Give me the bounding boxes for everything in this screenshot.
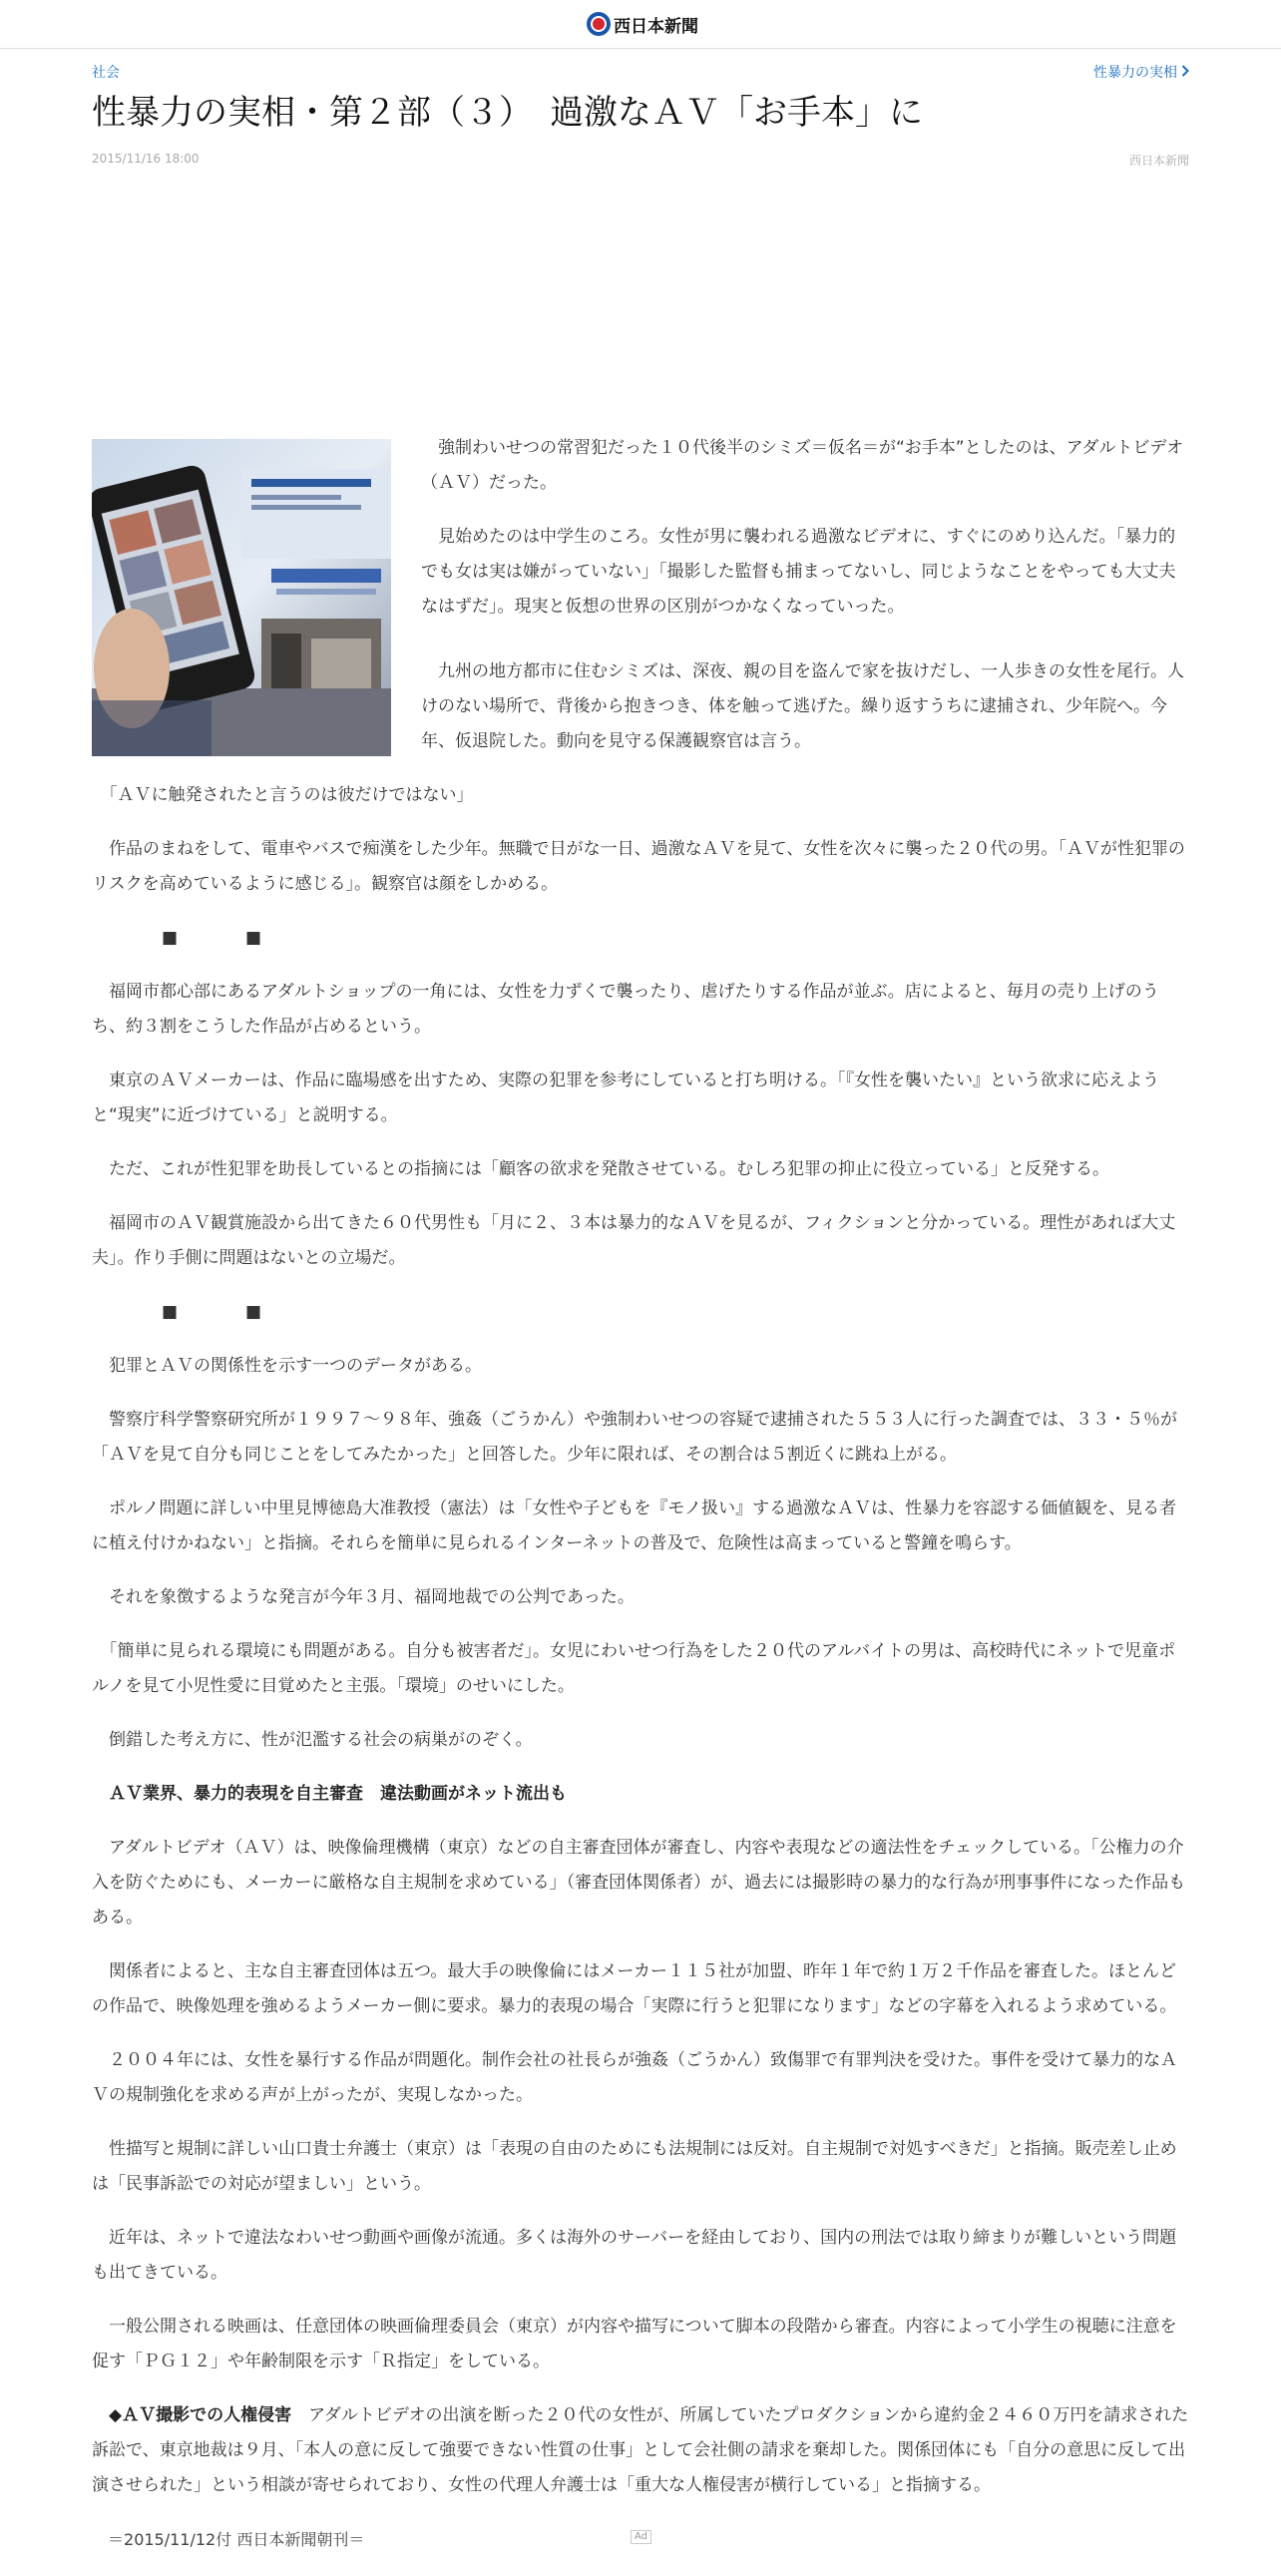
article-paragraph: ポルノ問題に詳しい中里見博徳島大准教授（憲法）は「女性や子どもを『モノ扱い』する過激なＡＶは、性暴力を容認する価値観を、見る者に植え付けかねない」と指摘。それらを簡単に見られるインターネットの普及で、危険性は高まっていると警鐘を鳴らす。 bbox=[92, 1499, 1177, 1553]
article-paragraph: アダルトビデオ（ＡＶ）は、映像倫理機構（東京）などの自主審査団体が審査し、内容や表現などの適法性をチェックしている。「公権力の介入を防ぐためにも、メーカーに厳格な自主規制を求めている」（審査団体関係者）が、過去には撮影時の暴力的な行為が刑事事件になった作品もある。 bbox=[92, 1838, 1186, 1928]
top-header bbox=[0, 0, 1281, 49]
article-paragraph: それを象徴するような発言が今年３月、福岡地裁での公判であった。 bbox=[109, 1587, 635, 1607]
article-paragraph: 近年は、ネットで違法なわいせつ動画や画像が流通。多くは海外のサーバーを経由しており、国内の刑法では取り締まりが難しいという問題も出てきている。 bbox=[92, 2228, 1177, 2283]
article-paragraph: 犯罪とＡＶの関係性を示す一つのデータがある。 bbox=[109, 1356, 482, 1376]
article-paragraph: 警察庁科学警察研究所が１９９７～９８年、強姦（ごうかん）や強制わいせつの容疑で逮捕された５５３人に行った調査では、３３・５％が「ＡＶを見て自分も同じことをしてみたかった」と回答した。少年に限れば、その割合は５割近くに跳ね上がる。 bbox=[92, 1410, 1177, 1465]
article-source: 西日本新聞 bbox=[1128, 154, 1189, 168]
article-paragraph: 倒錯した考え方に、性が氾濫する社会の病巣がのぞく。 bbox=[109, 1730, 533, 1750]
chevron-right-icon bbox=[1181, 63, 1189, 81]
series-link[interactable] bbox=[1093, 62, 1189, 82]
ad-badge[interactable]: Ad bbox=[631, 2530, 651, 2544]
article-paragraph: ２００４年には、女性を暴行する作品が問題化。制作会社の社長らが強姦（ごうかん）致傷罪で有罪判決を受けた。事件を受けて暴力的なＡＶの規制強化を求める声が上がったが、実現しなかった。 bbox=[92, 2050, 1177, 2105]
ad-space bbox=[92, 185, 1189, 424]
article-paragraph: ◆ＡＶ撮影での人権侵害 アダルトビデオの出演を断った２０代の女性が、所属していたプロダクションから違約金２４６０万円を請求された訴訟で、東京地裁は９月、「本人の意に反して強要できない性質の仕事」として会社側の請求を棄却した。関係団体にも「自分の意思に反して出演させられた」という相談が寄せられており、女性の代理人弁護士は「重大な人権侵害が横行している」と指摘する。 bbox=[92, 2405, 1189, 2495]
publish-date: 2015/11/16 18:00 bbox=[92, 152, 200, 166]
section-separator: ■ ■ bbox=[162, 928, 262, 948]
article-paragraph: 「ＡＶに触発されたと言うのは彼だけではない」 bbox=[109, 785, 474, 805]
article-paragraph: 福岡市のＡＶ観賞施設から出てきた６０代男性も「月に２、３本は暴力的なＡＶを見るが、フィクションと分かっている。理性があれば大丈夫」。作り手側に問題はないとの立場だ。 bbox=[92, 1213, 1176, 1268]
category-link[interactable]: 社会 bbox=[92, 65, 120, 81]
article-paragraph: 強制わいせつの常習犯だった１０代後半のシミズ＝仮名＝が“お手本”としたのは、アダルトビデオ（ＡＶ）だった。 bbox=[421, 438, 1184, 493]
article-paragraph: 性描写と規制に詳しい山口貴士弁護士（東京）は「表現の自由のためにも法規制には反対。自主規制で対処すべきだ」と指摘。販売差し止めは「民事訴訟での対応が望ましい」という。 bbox=[92, 2139, 1177, 2194]
article-paragraph: 見始めたのは中学生のころ。女性が男に襲われる過激なビデオに、すぐにのめり込んだ。「暴力的でも女は実は嫌がっていない」「撮影した監督も捕まってないし、同じようなことをやっても大丈夫なはずだ」。現実と仮想の世界の区別がつかなくなっていった。 bbox=[421, 527, 1176, 617]
print-credit: ＝2015/11/12付 西日本新聞朝刊＝ bbox=[108, 2530, 365, 2549]
section-separator: ■ ■ bbox=[162, 1302, 262, 1322]
section-heading: ＡＶ業界、暴力的表現を自主審査 違法動画がネット流出も bbox=[109, 1784, 567, 1804]
article-paragraph: 関係者によると、主な自主審査団体は五つ。最大手の映像倫にはメーカー１１５社が加盟、昨年１年で約１万２千作品を審査した。ほとんどの作品で、映像処理を強めるようメーカー側に要求。暴力的表現の場合「実際に行うと犯罪になります」などの字幕を入れるよう求めている。 bbox=[92, 1961, 1177, 2016]
article-paragraph: 作品のまねをして、電車やバスで痴漢をした少年。無職で日がな一日、過激なＡＶを見て、女性を次々に襲った２０代の男。「ＡＶが性犯罪のリスクを高めているように感じる」。観察官は顔をしかめる。 bbox=[92, 839, 1185, 894]
article-paragraph: 九州の地方都市に住むシミズは、深夜、親の目を盗んで家を抜けだし、一人歩きの女性を尾行。人けのない場所で、背後から抱きつき、体を触って逃げた。繰り返すうちに逮捕され、少年院へ。今年、仮退院した。動向を見守る保護観察官は言う。 bbox=[421, 661, 1184, 751]
inline-heading: ◆ＡＶ撮影での人権侵害 bbox=[109, 2405, 292, 2425]
article-paragraph: ただ、これが性犯罪を助長しているとの指摘には「顧客の欲求を発散させている。むしろ犯罪の抑止に役立っている」と反発する。 bbox=[109, 1159, 1109, 1179]
article-paragraph: 一般公開される映画は、任意団体の映画倫理委員会（東京）が内容や描写について脚本の段階から審査。内容によって小学生の視聴に注意を促す「ＰＧ１２」や年齢制限を示す「Ｒ指定」をしている。 bbox=[92, 2317, 1177, 2371]
article-title: 性暴力の実相・第２部（３） 過激なＡＶ「お手本」に bbox=[92, 93, 923, 133]
logo-text: 西日本新聞 bbox=[614, 16, 698, 37]
series-link-label: 性暴力の実相 bbox=[1093, 65, 1177, 81]
article-paragraph: 東京のＡＶメーカーは、作品に臨場感を出すため、実際の犯罪を参考にしていると打ち明ける。「『女性を襲いたい』という欲求に応えようと“現実”に近づけている」と説明する。 bbox=[92, 1071, 1159, 1125]
article-paragraph: 福岡市都心部にあるアダルトショップの一角には、女性を力ずくで襲ったり、虐げたりする作品が並ぶ。店によると、毎月の売り上げのうち、約３割をこうした作品が占めるという。 bbox=[92, 982, 1159, 1037]
site-logo[interactable] bbox=[587, 11, 698, 37]
nishinippon-logo-icon bbox=[587, 12, 611, 36]
article-body bbox=[92, 431, 1189, 2576]
article-paragraph: 「簡単に見られる環境にも問題がある。自分も被害者だ」。女児にわいせつ行為をした２０代のアルバイトの男は、高校時代にネットで児童ポルノを見て小児性愛に目覚めたと主張。「環境」のせいにした。 bbox=[92, 1641, 1176, 1696]
